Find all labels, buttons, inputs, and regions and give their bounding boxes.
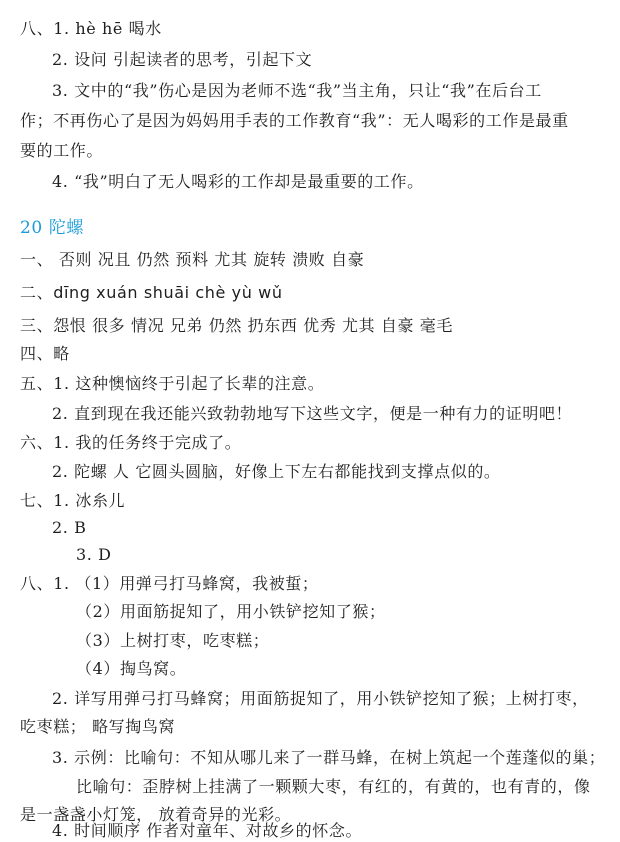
answer-8-3-line3: 要的工作。 (20, 141, 104, 160)
answer-7-2: 2. B (52, 518, 87, 537)
answer-8-2-line2: 吃枣糕； 略写掏鸟窝 (20, 717, 176, 736)
answer-6-2: 2. 陀螺 人 它圆头圆脑，好像上下左右都能找到支撑点似的。 (52, 462, 501, 481)
answer-7-3: 3. D (76, 545, 112, 564)
answer-8-1-item2: （2）用面筋捉知了，用小铁铲挖知了猴； (76, 602, 386, 621)
answer-8-3-line3-b: 是一盏盏小灯笼， 放着奇异的光彩。 (20, 805, 292, 824)
answer-2-pinyin: 二、dīng xuán shuāi chè yù wǔ (20, 283, 283, 302)
answer-8-1-item1: 八、1. （1）用弹弓打马蜂窝，我被蜇； (20, 574, 319, 593)
answer-8-3-line2-b: 比喻句：歪脖树上挂满了一颗颗大枣，有红的，有黄的，也有青的，像 (76, 777, 591, 796)
answer-3: 三、怨恨 很多 情况 兄弟 仍然 扔东西 优秀 尤其 自豪 毫毛 (20, 316, 453, 335)
answer-8-4: 4. “我”明白了无人喝彩的工作却是最重要的工作。 (52, 172, 424, 191)
answer-8-4-b: 4. 时间顺序 作者对童年、对故乡的怀念。 (52, 821, 363, 840)
answer-8-1: 八、1. hè hē 喝水 (20, 19, 162, 38)
answer-4: 四、略 (20, 344, 70, 363)
answer-5-1: 五、1. 这种懊恼终于引起了长辈的注意。 (20, 374, 325, 393)
answer-8-3-line1-b: 3. 示例：比喻句：不知从哪儿来了一群马蜂，在树上筑起一个莲蓬似的巢； (52, 748, 606, 767)
answer-8-1-item4: （4）掏鸟窝。 (76, 659, 187, 678)
answer-8-3-line1: 3. 文中的“我”伤心是因为老师不选“我”当主角，只让“我”在后台工 (52, 81, 542, 100)
answer-1: 一、 否则 况且 仍然 预料 尤其 旋转 溃败 自豪 (20, 250, 365, 269)
answer-5-2: 2. 直到现在我还能兴致勃勃地写下这些文字，便是一种有力的证明吧！ (52, 404, 573, 423)
answer-8-3-line2: 作；不再伤心了是因为妈妈用手表的工作教育“我”：无人喝彩的工作是最重 (20, 111, 569, 130)
answer-8-2-line1: 2. 详写用弹弓打马蜂窝；用面筋捉知了，用小铁铲挖知了猴；上树打枣， (52, 689, 589, 708)
lesson-title: 20 陀螺 (20, 218, 85, 238)
answer-6-1: 六、1. 我的任务终于完成了。 (20, 433, 242, 452)
answer-8-1-item3: （3）上树打枣，吃枣糕； (76, 631, 270, 650)
answer-7-1: 七、1. 冰糸儿 (20, 491, 126, 510)
answer-8-2: 2. 设问 引起读者的思考，引起下文 (52, 50, 313, 69)
